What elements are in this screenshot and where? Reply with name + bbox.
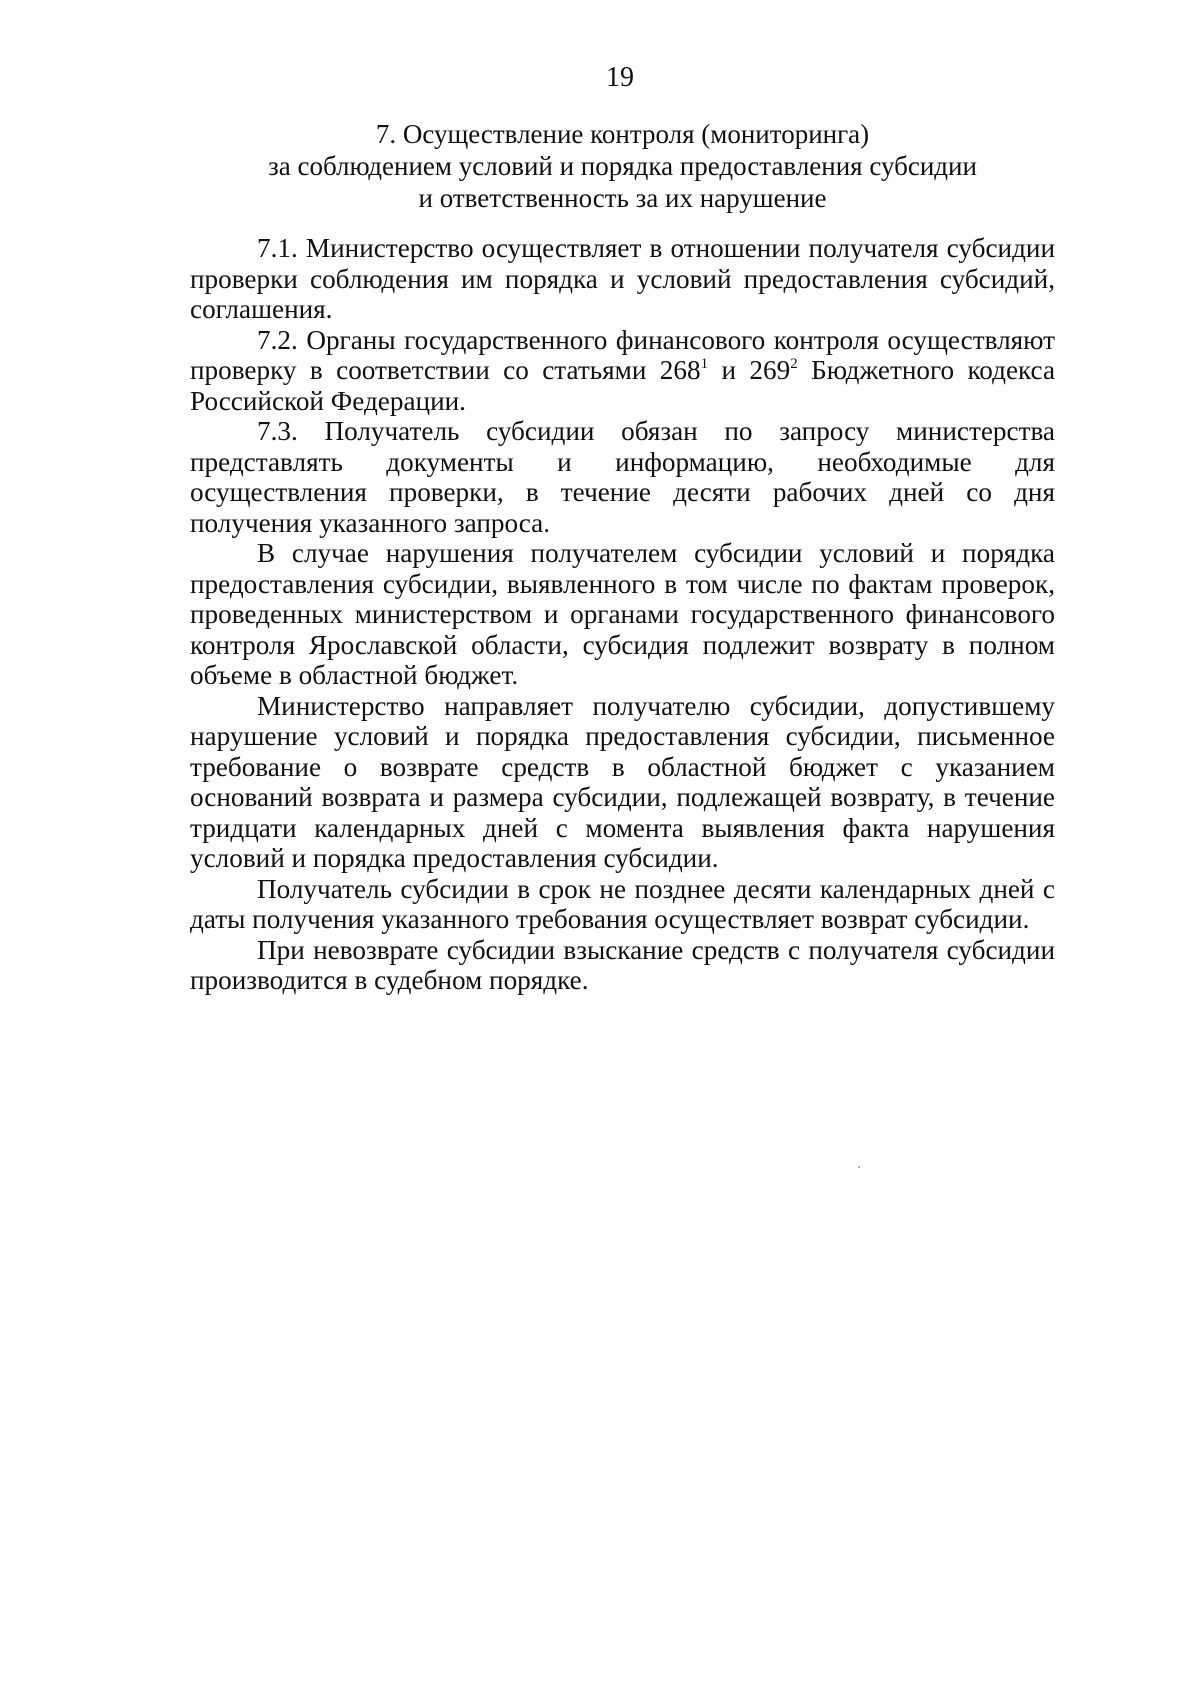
section-title-line: и ответственность за их нарушение <box>418 183 827 213</box>
footnote-superscript: 2 <box>790 356 798 372</box>
paragraph-text: и 269 <box>708 355 791 385</box>
paragraph-ministry-requirement: Министерство направляет получателю субсидии, допустившему нарушение условий и порядка предоставления субсидии, письменное требование о возврате средств в областной бюджет с указанием оснований возврата и размера субсидии, подлежащей возврату, в течение тридцати календарных дней с момента выявления факта нарушения условий и порядка предоставления субсидии. <box>190 690 1055 873</box>
paragraph-court-recovery: При невозврате субсидии взыскание средств с получателя субсидии производится в судебном порядке. <box>190 934 1055 995</box>
paragraph-text: 7.2. Органы государственного финансового контроля осуществляют проверку в соответствии со статьями 268 <box>190 324 1055 385</box>
paragraph-return-deadline: Получатель субсидии в срок не позднее десяти календарных дней с даты получения указанного требования осуществляет возврат субсидии. <box>190 873 1055 934</box>
paragraph-7-1: 7.1. Министерство осуществляет в отношении получателя субсидии проверки соблюдения им порядка и условий предоставления субсидий, соглашения. <box>190 233 1055 324</box>
section-title-line: за соблюдением условий и порядка предоставления субсидии <box>268 151 977 181</box>
paragraph-7-2 <box>190 325 1055 417</box>
paragraph-7-3: 7.3. Получатель субсидии обязан по запросу министерства представлять документы и информацию, необходимые для осуществления проверки, в течение десяти рабочих дней со дня получения указанного запроса. <box>190 416 1055 538</box>
footnote-superscript: 1 <box>700 356 709 372</box>
paragraph-text: Бюджетного кодекса Российской Федерации. <box>190 355 1056 416</box>
document-body <box>190 233 1055 996</box>
section-title <box>190 118 1055 214</box>
scan-speck <box>858 1166 860 1168</box>
page-number: 19 <box>606 62 634 93</box>
paragraph-violation-return: В случае нарушения получателем субсидии условий и порядка предоставления субсидии, выявленного в том числе по фактам проверок, проведенных министерством и органами государственного финансового контроля Ярославской области, субсидия подлежит возврату в полном объеме в областной бюджет. <box>190 538 1055 690</box>
section-title-line: 7. Осуществление контроля (мониторинга) <box>375 119 870 149</box>
